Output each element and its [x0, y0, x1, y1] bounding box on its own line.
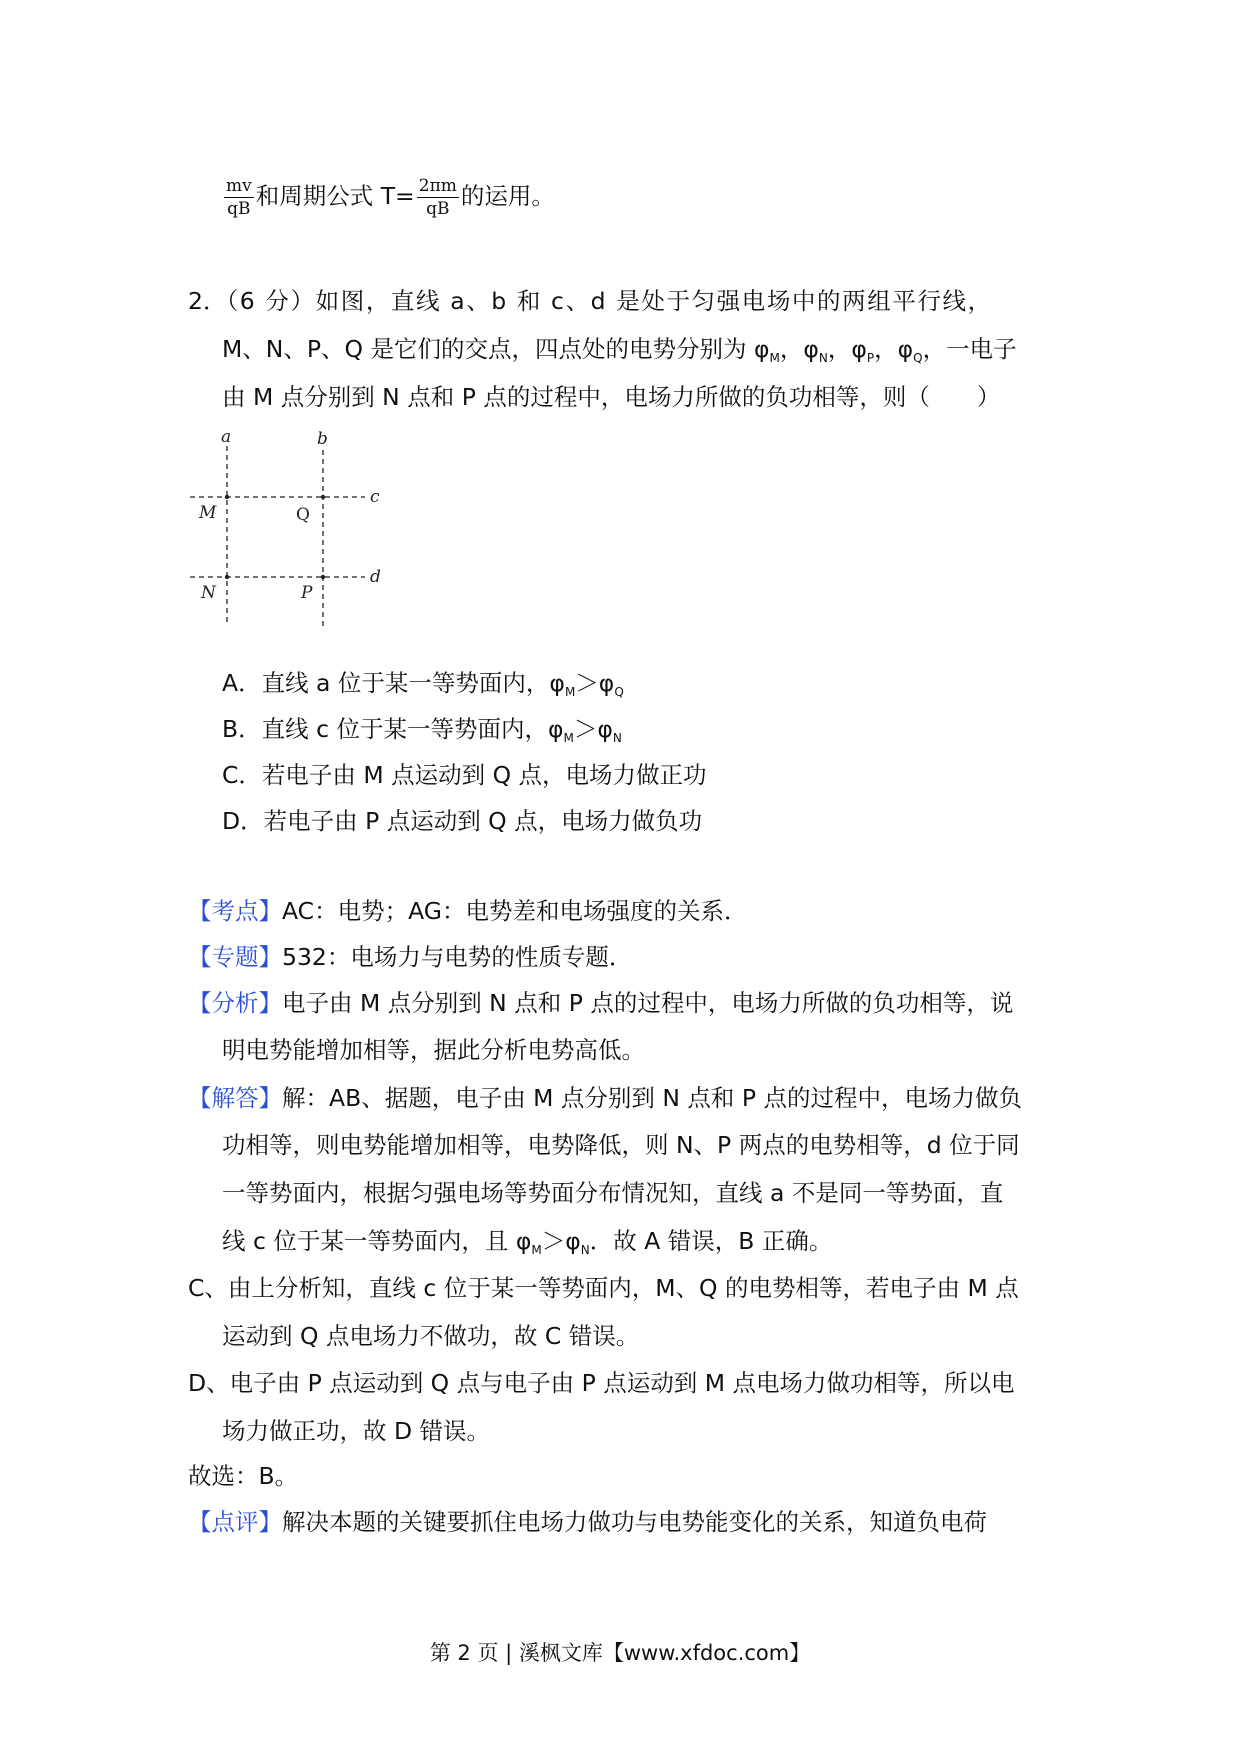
fraction-numerator: mv	[226, 176, 252, 196]
kaodian-tag: 【考点】	[188, 897, 282, 925]
jieda-text: 线 c 位于某一等势面内，且	[222, 1227, 516, 1255]
fraction-denominator: qB	[227, 199, 251, 219]
zhuanti-line	[188, 941, 632, 973]
jieda-text: 功相等，则电势能增加相等，电势降低，则 N、P 两点的电势相等，d 位于同	[222, 1131, 1020, 1159]
solution-text: C、由上分析知，直线 c 位于某一等势面内，M、Q 的电势相等，若电子由 M 点	[188, 1274, 1019, 1302]
option-d	[222, 805, 702, 837]
solution-d-line-1	[188, 1367, 1014, 1399]
solution-d-line-2	[222, 1415, 490, 1447]
formula-tail: 的运用。	[460, 182, 555, 210]
separator: ，	[779, 335, 804, 363]
subscript: N	[612, 731, 622, 745]
point-m-marker	[225, 495, 229, 499]
fraction-numerator: 2πm	[418, 176, 457, 196]
subscript: M	[531, 1243, 542, 1257]
jieda-line-1	[188, 1082, 1022, 1114]
option-c	[222, 759, 707, 791]
phi-symbol: φ	[851, 335, 867, 363]
phi-symbol: φ	[565, 1227, 581, 1255]
jieda-line-4	[222, 1225, 832, 1266]
subscript: N	[580, 1243, 590, 1257]
phi-symbol: φ	[753, 335, 770, 363]
page-footer: 第 2 页 | 溪枫文库【www.xfdoc.com】	[429, 1641, 811, 1665]
zhuanti-text: 532：电场力与电势的性质专题．	[282, 943, 633, 971]
subscript: Q	[913, 351, 923, 365]
label-q: Q	[296, 505, 310, 525]
formula-text: 和周期公式 T=	[255, 182, 415, 210]
subscript: Q	[614, 685, 624, 699]
question-number: 2．	[188, 287, 227, 315]
solution-text: 运动到 Q 点电场力不做功，故 C 错误。	[222, 1322, 640, 1350]
dianping-line	[188, 1506, 987, 1538]
formula-line	[222, 168, 555, 224]
fenxi-text: 明电势能增加相等，据此分析电势高低。	[222, 1036, 645, 1064]
question-text: ，一电子	[922, 335, 1017, 363]
label-p: P	[301, 583, 313, 603]
option-b	[222, 713, 622, 754]
answer-text: 故选：B。	[188, 1462, 299, 1490]
point-p-marker	[321, 575, 325, 579]
option-text: D．若电子由 P 点运动到 Q 点，电场力做负功	[222, 807, 703, 835]
fraction-denominator: qB	[426, 199, 450, 219]
fenxi-line-1	[188, 987, 1013, 1019]
phi-symbol: φ	[547, 715, 564, 743]
greater-than: ＞	[575, 669, 599, 697]
label-b: b	[317, 430, 328, 449]
label-d: d	[370, 567, 381, 587]
phi-symbol: φ	[515, 1227, 532, 1255]
option-a	[222, 667, 624, 708]
zhuanti-tag: 【专题】	[188, 943, 282, 971]
phi-symbol: φ	[803, 335, 819, 363]
jieda-text: 一等势面内，根据匀强电场等势面分布情况知，直线 a 不是同一等势面，直	[222, 1179, 1004, 1207]
kaodian-line	[188, 895, 747, 927]
jieda-line-3	[222, 1177, 1003, 1209]
fraction-2pim-qb	[417, 175, 459, 220]
subscript: M	[563, 731, 574, 745]
kaodian-text: AC：电势；AG：电势差和电场强度的关系．	[282, 897, 748, 925]
jieda-text: ．故 A 错误，B 正确。	[589, 1227, 833, 1255]
jieda-text: 解：AB、据题，电子由 M 点分别到 N 点和 P 点的过程中，电场力做负	[282, 1084, 1023, 1112]
phi-symbol: φ	[597, 715, 613, 743]
point-q-marker	[321, 495, 325, 499]
separator: ，	[874, 335, 898, 363]
phi-symbol: φ	[549, 669, 565, 697]
solution-text: D、电子由 P 点运动到 Q 点与电子由 P 点运动到 M 点电场力做功相等，所以电	[188, 1369, 1015, 1397]
fraction-mv-qb	[224, 175, 254, 220]
jieda-tag: 【解答】	[188, 1084, 282, 1112]
phi-symbol: φ	[897, 335, 914, 363]
question-line-3	[222, 381, 1000, 413]
subscript: M	[769, 351, 780, 365]
solution-c-line-1	[188, 1272, 1019, 1304]
dianping-tag: 【点评】	[188, 1508, 282, 1536]
answer-line	[188, 1460, 298, 1492]
option-text: A．直线 a 位于某一等势面内，	[222, 669, 550, 697]
question-text: M、N、P、Q 是它们的交点，四点处的电势分别为	[222, 335, 754, 363]
separator: ，	[827, 335, 852, 363]
phi-symbol: φ	[598, 669, 615, 697]
label-a: a	[221, 430, 232, 447]
greater-than: ＞	[573, 715, 598, 743]
question-text: （6 分）如图，直线 a、b 和 c、d 是处于匀强电场中的两组平行线，	[226, 287, 993, 315]
fenxi-tag: 【分析】	[188, 989, 282, 1017]
label-m: M	[199, 503, 217, 523]
question-line-1	[188, 285, 993, 317]
question-line-2	[222, 333, 1017, 374]
solution-text: 场力做正功，故 D 错误。	[222, 1417, 491, 1445]
subscript: N	[818, 351, 828, 365]
jieda-line-2	[222, 1129, 1020, 1161]
point-n-marker	[225, 575, 229, 579]
dianping-text: 解决本题的关键要抓住电场力做功与电势能变化的关系，知道负电荷	[282, 1508, 987, 1536]
subscript: M	[564, 685, 576, 699]
option-text: B．直线 c 位于某一等势面内，	[222, 715, 548, 743]
subscript: P	[866, 351, 875, 365]
option-text: C．若电子由 M 点运动到 Q 点，电场力做正功	[222, 761, 707, 789]
fenxi-line-2	[222, 1034, 645, 1066]
field-lines-diagram	[180, 430, 390, 630]
label-c: c	[370, 487, 380, 507]
question-text: 由 M 点分别到 N 点和 P 点的过程中，电场力所做的负功相等，则（ ）	[222, 383, 1001, 411]
label-n: N	[201, 583, 216, 603]
greater-than: ＞	[541, 1227, 566, 1255]
fenxi-text: 电子由 M 点分别到 N 点和 P 点的过程中，电场力所做的负功相等，说	[282, 989, 1014, 1017]
solution-c-line-2	[222, 1320, 639, 1352]
